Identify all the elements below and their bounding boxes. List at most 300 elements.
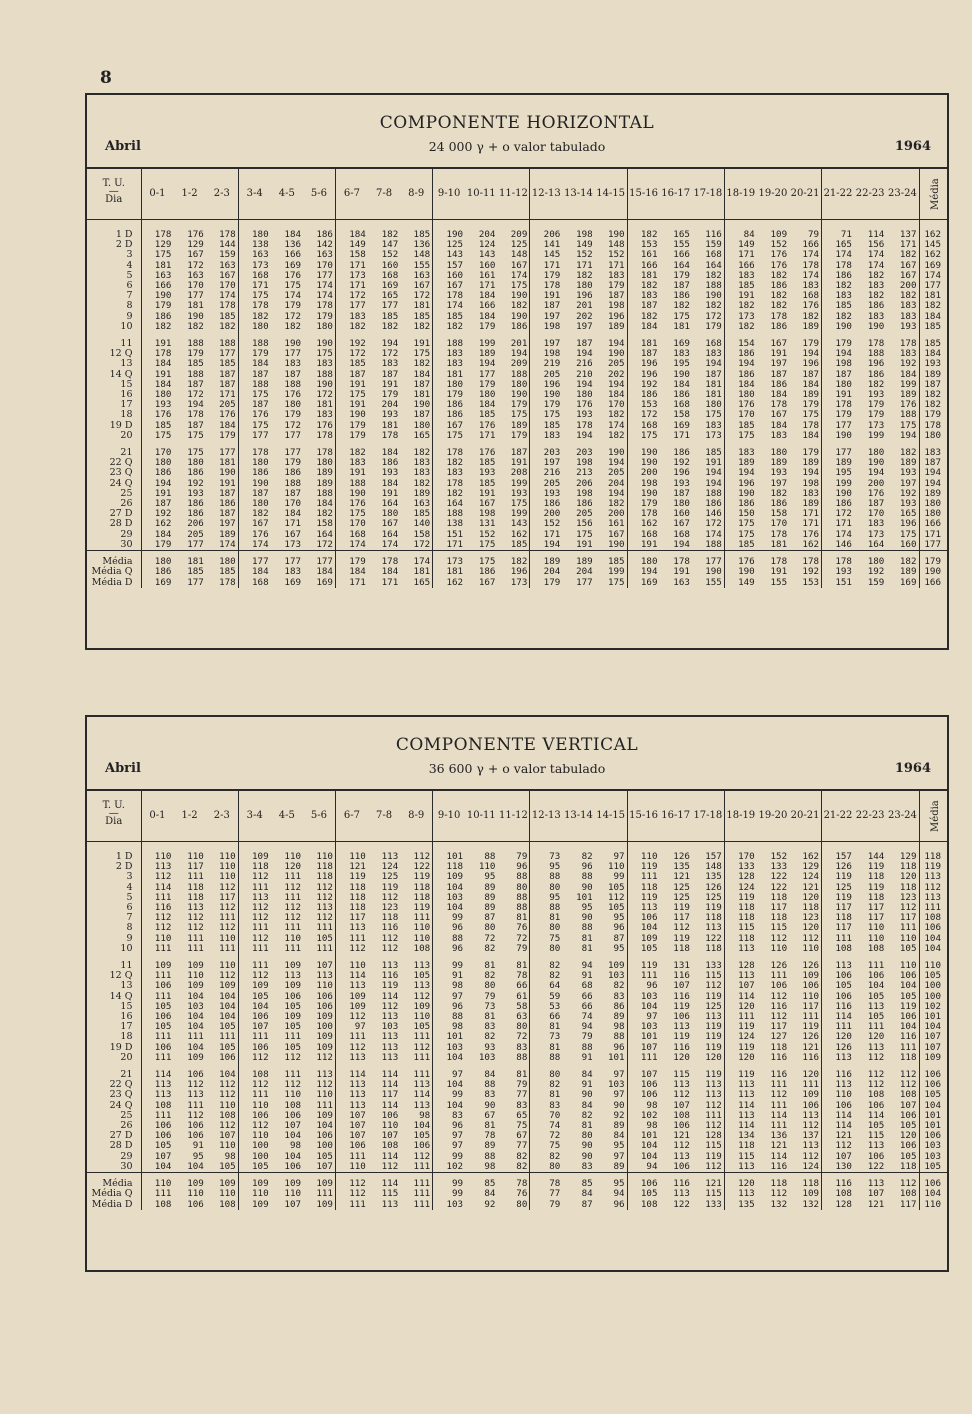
hourly-value: 148 [595, 240, 627, 250]
hourly-value: 112 [206, 883, 238, 893]
hourly-value: 82 [595, 981, 627, 991]
hourly-value: 111 [187, 942, 204, 954]
hourly-value: 197 [543, 457, 561, 469]
hourly-value: 117 [835, 902, 852, 914]
hourly-value: 159 [206, 250, 238, 260]
hourly-value: 119 [789, 1022, 821, 1032]
hourly-value: 107 [673, 1099, 690, 1111]
hourly-value: 101 [446, 851, 464, 862]
hourly-value: 183 [303, 359, 335, 369]
day-label: 13 [87, 981, 141, 991]
hourly-value: 187 [284, 368, 302, 380]
hourly-value: 119 [640, 960, 658, 972]
hourly-value: 171 [595, 261, 627, 271]
hourly-value: 180 [478, 389, 496, 401]
hourly-value: 185 [400, 312, 432, 322]
hourly-value: 170 [284, 498, 302, 510]
hourly-value: 194 [576, 378, 593, 390]
hourly-value: 205 [595, 359, 627, 369]
hourly-value: 174 [400, 551, 432, 568]
hourly-value: 110 [867, 932, 885, 944]
hourly-value: 111 [835, 932, 852, 944]
hourly-value: 189 [497, 421, 529, 431]
hourly-value: 118 [673, 942, 690, 954]
hourly-value: 121 [692, 1173, 724, 1190]
hourly-value: 199 [478, 338, 496, 350]
hourly-value: 104 [400, 1121, 432, 1131]
hourly-value: 163 [673, 576, 690, 588]
hourly-value: 175 [252, 290, 269, 302]
hourly-value: 186 [497, 322, 529, 332]
hourly-value: 113 [400, 1101, 432, 1111]
hourly-value: 80 [484, 980, 496, 992]
hourly-value: 106 [154, 980, 172, 992]
hourly-value: 107 [303, 1162, 335, 1173]
hourly-value: 100 [252, 1140, 269, 1152]
hourly-value: 112 [187, 922, 204, 934]
hourly-value: 166 [738, 259, 755, 271]
hourly-value: 193 [835, 566, 852, 578]
vertical-component-panel [85, 715, 949, 1272]
hourly-value: 106 [303, 992, 335, 1002]
hourly-value: 185 [543, 419, 561, 431]
daily-mean-value: 107 [924, 1041, 941, 1053]
hourly-value: 105 [400, 1131, 432, 1141]
hourly-value: 79 [581, 1031, 593, 1043]
hourly-value: 113 [692, 923, 724, 933]
day-label: 26 [87, 499, 141, 509]
hourly-value: 183 [738, 269, 755, 281]
hourly-value: 116 [673, 1041, 690, 1053]
hourly-value: 113 [673, 1079, 690, 1091]
hourly-value: 174 [252, 538, 269, 550]
daily-mean-value: 119 [924, 861, 941, 873]
hourly-value: 122 [673, 1198, 690, 1210]
hourly-value: 176 [154, 409, 172, 421]
hourly-value: 76 [497, 923, 529, 933]
hourly-value: 135 [738, 1198, 755, 1210]
hourly-value: 111 [187, 932, 204, 944]
hourly-value: 182 [446, 457, 464, 469]
hourly-value: 194 [692, 468, 724, 478]
hourly-value: 198 [576, 487, 593, 499]
hourly-value: 118 [867, 891, 885, 903]
hourly-value: 112 [284, 881, 302, 893]
hourly-value: 114 [349, 970, 366, 982]
hourly-value: 194 [187, 399, 204, 411]
hourly-value: 117 [187, 861, 204, 873]
hourly-value: 95 [595, 1173, 627, 1190]
hourly-value: 170 [154, 447, 172, 459]
hourly-value: 114 [738, 1120, 755, 1132]
hourly-value: 97 [451, 990, 464, 1002]
hourly-value: 190 [543, 389, 561, 401]
day-label: 27 D [87, 1131, 141, 1141]
hourly-value: 105 [206, 1022, 238, 1032]
hourly-value: 177 [187, 576, 204, 588]
vertical-data-table [87, 791, 947, 1210]
hourly-value: 111 [400, 1053, 432, 1063]
hourly-value: 172 [303, 540, 335, 551]
hourly-value: 101 [640, 1130, 658, 1142]
hourly-value: 117 [835, 922, 852, 934]
hourly-value: 167 [886, 271, 919, 281]
hourly-value: 106 [284, 1160, 302, 1172]
hourly-value: 78 [484, 1130, 496, 1142]
hourly-value: 121 [867, 1198, 885, 1210]
hourly-value: 166 [284, 249, 302, 261]
hourly-value: 96 [646, 980, 658, 992]
daily-mean-value: 174 [924, 269, 941, 281]
hourly-value: 176 [252, 409, 269, 421]
hourly-value: 160 [446, 269, 464, 281]
hourly-value: 104 [252, 1000, 269, 1012]
table-row [87, 551, 947, 568]
hourly-value: 187 [206, 509, 238, 519]
hourly-value: 192 [886, 489, 919, 499]
hourly-value: 188 [692, 281, 724, 291]
hourly-value: 89 [484, 1140, 496, 1152]
day-label: 15 [87, 1002, 141, 1012]
hourly-value: 109 [252, 851, 269, 862]
hourly-value: 183 [692, 349, 724, 359]
hourly-value: 109 [252, 980, 269, 992]
hourly-value: 206 [543, 229, 561, 240]
hourly-value: 166 [640, 259, 658, 271]
hourly-value: 112 [381, 932, 399, 944]
hourly-value: 108 [284, 1099, 302, 1111]
hourly-value: 194 [595, 489, 627, 499]
hourly-value: 109 [303, 1200, 335, 1210]
hourly-value: 105 [867, 1011, 885, 1023]
hourly-value: 117 [673, 912, 690, 924]
hourly-value: 111 [400, 1200, 432, 1210]
hourly-value: 109 [349, 990, 366, 1002]
hourly-value: 177 [835, 419, 852, 431]
hourly-value: 110 [154, 932, 172, 944]
hourly-value: 169 [284, 576, 302, 588]
hourly-value: 188 [303, 489, 335, 499]
hourly-value: 94 [646, 1160, 658, 1172]
hourly-value: 101 [595, 1053, 627, 1063]
hourly-value: 81 [581, 932, 593, 944]
hourly-value: 196 [886, 519, 919, 529]
hourly-value: 105 [252, 1160, 269, 1172]
hourly-value: 97 [451, 1130, 464, 1142]
hourly-value: 181 [770, 538, 788, 550]
hourly-value: 120 [789, 923, 821, 933]
hourly-value: 124 [478, 239, 496, 251]
hourly-value: 193 [497, 489, 529, 499]
hour-column-header: 17-18 [692, 169, 724, 220]
hourly-value: 107 [284, 1198, 302, 1210]
hourly-value: 187 [835, 368, 852, 380]
day-label: 12 Q [87, 349, 141, 359]
hourly-value: 194 [738, 358, 755, 370]
hourly-value: 167 [497, 261, 529, 271]
hourly-value: 190 [640, 457, 658, 469]
hourly-value: 112 [595, 893, 627, 903]
hourly-value: 116 [673, 990, 690, 1002]
hourly-value: 197 [770, 477, 788, 489]
hourly-value: 78 [497, 971, 529, 981]
hourly-value: 176 [206, 410, 238, 420]
hourly-value: 140 [400, 519, 432, 529]
hourly-value: 111 [867, 960, 885, 972]
hourly-value: 107 [640, 1041, 658, 1053]
hourly-value: 143 [446, 249, 464, 261]
hourly-value: 189 [400, 489, 432, 499]
hourly-value: 187 [640, 348, 658, 360]
hourly-value: 122 [692, 934, 724, 944]
hourly-value: 183 [886, 301, 919, 311]
hourly-value: 89 [595, 1121, 627, 1131]
hourly-value: 107 [738, 980, 755, 992]
hourly-value: 184 [154, 378, 172, 390]
hourly-value: 186 [692, 499, 724, 509]
hourly-value: 107 [349, 1109, 366, 1121]
hourly-value: 138 [446, 518, 464, 530]
hourly-value: 105 [154, 1021, 172, 1033]
day-label: 15 [87, 380, 141, 390]
hourly-value: 175 [497, 410, 529, 420]
hourly-value: 113 [738, 970, 755, 982]
hourly-value: 110 [867, 922, 885, 934]
hourly-value: 182 [497, 301, 529, 311]
day-label: 4 [87, 883, 141, 893]
hourly-value: 178 [446, 290, 464, 302]
hourly-value: 188 [187, 338, 204, 350]
hourly-value: 183 [692, 421, 724, 431]
hourly-value: 99 [451, 1188, 464, 1200]
hourly-value: 104 [446, 1079, 464, 1091]
hourly-value: 190 [349, 487, 366, 499]
table-row [87, 944, 947, 954]
hourly-value: 178 [206, 578, 238, 588]
hourly-value: 190 [154, 290, 172, 302]
hourly-value: 175 [154, 429, 172, 441]
hourly-value: 113 [349, 1099, 366, 1111]
hourly-value: 112 [381, 1000, 399, 1012]
hourly-value: 193 [154, 399, 172, 411]
hourly-value: 106 [673, 1120, 690, 1132]
hourly-value: 159 [692, 240, 724, 250]
hourly-value: 81 [484, 1120, 496, 1132]
hourly-value: 110 [206, 954, 238, 971]
hourly-value: 186 [576, 498, 593, 510]
hourly-value: 179 [543, 399, 561, 411]
hourly-value: 168 [673, 528, 690, 540]
hourly-value: 135 [673, 861, 690, 873]
hourly-value: 103 [446, 891, 464, 903]
hourly-value: 118 [770, 912, 788, 924]
hourly-value: 189 [595, 322, 627, 332]
hourly-value: 179 [673, 269, 690, 281]
hourly-value: 205 [595, 468, 627, 478]
hourly-value: 180 [381, 508, 399, 520]
hourly-value: 88 [549, 871, 561, 883]
hourly-value: 162 [497, 530, 529, 540]
hourly-value: 121 [349, 861, 366, 873]
hourly-value: 198 [595, 301, 627, 311]
hourly-value: 182 [770, 290, 788, 302]
table-subtitle: 24 000 γ + o valor tabulado [428, 139, 606, 154]
hourly-value: 199 [595, 567, 627, 577]
tu-label: T. U. [102, 177, 125, 189]
hour-column-header: 1-2 [173, 169, 205, 220]
hourly-value: 167 [446, 280, 464, 292]
day-label: 24 Q [87, 479, 141, 489]
hourly-value: 178 [303, 431, 335, 441]
hourly-value: 190 [446, 229, 464, 240]
hourly-value: 197 [543, 338, 561, 350]
hourly-value: 178 [252, 300, 269, 312]
hourly-value: 106 [673, 1011, 690, 1023]
hourly-value: 114 [738, 1099, 755, 1111]
hourly-value: 145 [543, 249, 561, 261]
hourly-value: 182 [789, 312, 821, 322]
hourly-value: 177 [835, 447, 852, 459]
hourly-value: 118 [349, 881, 366, 893]
hourly-value: 98 [646, 1099, 658, 1111]
day-label: 20 [87, 431, 141, 441]
hourly-value: 119 [738, 1069, 755, 1081]
hourly-value: 84 [595, 1131, 627, 1141]
hourly-value: 109 [187, 960, 204, 972]
hourly-value: 187 [400, 410, 432, 420]
hourly-value: 179 [867, 399, 885, 411]
daily-mean-value: 189 [924, 368, 941, 380]
hourly-value: 120 [738, 1000, 755, 1012]
hourly-value: 190 [835, 320, 852, 332]
hourly-value: 106 [252, 1109, 269, 1121]
hourly-value: 186 [154, 566, 172, 578]
hourly-value: 108 [835, 1188, 852, 1200]
hourly-value: 90 [484, 1099, 496, 1111]
horizontal-data-table [87, 169, 947, 588]
hour-column-header: 11-12 [497, 169, 529, 220]
hourly-value: 153 [640, 399, 658, 411]
dia-label: Dia [105, 816, 123, 827]
hourly-value: 190 [867, 320, 885, 332]
daily-mean-value: 105 [924, 970, 941, 982]
hourly-value: 83 [451, 1109, 464, 1121]
hourly-value: 163 [154, 269, 172, 281]
hourly-value: 81 [484, 1011, 496, 1023]
hourly-value: 111 [206, 913, 238, 923]
hourly-value: 79 [789, 220, 821, 241]
table-row [87, 567, 947, 577]
hourly-value: 72 [484, 932, 496, 944]
hourly-value: 118 [640, 881, 658, 893]
hourly-value: 161 [478, 269, 496, 281]
hourly-value: 110 [187, 851, 204, 862]
hourly-value: 184 [303, 567, 335, 577]
hourly-value: 109 [789, 971, 821, 981]
hourly-value: 112 [303, 883, 335, 893]
hourly-value: 109 [238, 1173, 270, 1190]
hourly-value: 113 [303, 903, 335, 913]
hourly-value: 73 [484, 1000, 496, 1012]
hourly-value: 123 [789, 913, 821, 923]
hourly-value: 188 [206, 332, 238, 349]
hourly-value: 88 [497, 893, 529, 903]
hourly-value: 185 [206, 312, 238, 322]
hourly-value: 180 [154, 389, 172, 401]
day-label: 26 [87, 1121, 141, 1131]
hourly-value: 179 [478, 320, 496, 332]
hourly-value: 112 [206, 971, 238, 981]
hourly-value: 104 [187, 990, 204, 1002]
hourly-value: 181 [640, 269, 658, 281]
hourly-value: 80 [581, 1130, 593, 1142]
hourly-value: 175 [738, 518, 755, 530]
table-header [87, 95, 947, 169]
hourly-value: 179 [692, 322, 724, 332]
hourly-value: 91 [451, 970, 464, 982]
hour-column-header: 2-3 [206, 169, 238, 220]
day-column-header [87, 791, 141, 842]
hourly-value: 185 [206, 359, 238, 369]
day-label: 25 [87, 1111, 141, 1121]
hourly-value: 111 [187, 1031, 204, 1043]
daily-mean-value: 106 [924, 1079, 941, 1091]
hourly-value: 109 [303, 1173, 335, 1190]
hourly-value: 67 [497, 1131, 529, 1141]
hourly-value: 112 [349, 942, 366, 954]
daily-mean-value: 106 [924, 1130, 941, 1142]
hourly-value: 104 [187, 1160, 204, 1172]
daily-mean-value: 182 [924, 300, 941, 312]
hourly-value: 117 [886, 913, 919, 923]
hourly-value: 114 [835, 1120, 852, 1132]
hourly-value: 121 [789, 883, 821, 893]
hourly-value: 79 [497, 842, 529, 863]
hourly-value: 205 [543, 477, 561, 489]
hourly-value: 187 [497, 441, 529, 458]
table-row [87, 954, 947, 971]
hourly-value: 182 [673, 300, 690, 312]
hourly-value: 137 [789, 1131, 821, 1141]
hourly-value: 119 [738, 1041, 755, 1053]
hourly-value: 160 [381, 259, 399, 271]
table-row [87, 441, 947, 458]
hourly-value: 111 [284, 891, 302, 903]
hourly-value: 93 [484, 1041, 496, 1053]
hourly-value: 194 [867, 467, 885, 479]
hourly-value: 167 [206, 271, 238, 281]
hourly-value: 186 [303, 220, 335, 241]
hourly-value: 116 [770, 1160, 788, 1172]
hourly-value: 106 [284, 1109, 302, 1121]
day-label: 20 [87, 1053, 141, 1063]
hourly-value: 174 [692, 530, 724, 540]
day-label: 17 [87, 1022, 141, 1032]
hour-column-header: 15-16 [627, 791, 659, 842]
hourly-value: 118 [400, 883, 432, 893]
hourly-value: 120 [789, 1063, 821, 1080]
hourly-value: 181 [673, 320, 690, 332]
hourly-value: 186 [738, 498, 755, 510]
hourly-value: 98 [484, 1160, 496, 1172]
hourly-value: 135 [692, 872, 724, 882]
hourly-value: 116 [770, 1051, 788, 1063]
daily-mean-value: 100 [924, 990, 941, 1002]
hourly-value: 111 [640, 871, 658, 883]
hourly-value: 155 [770, 576, 788, 588]
horizontal-component-panel [85, 93, 949, 650]
hourly-value: 113 [738, 1089, 755, 1101]
